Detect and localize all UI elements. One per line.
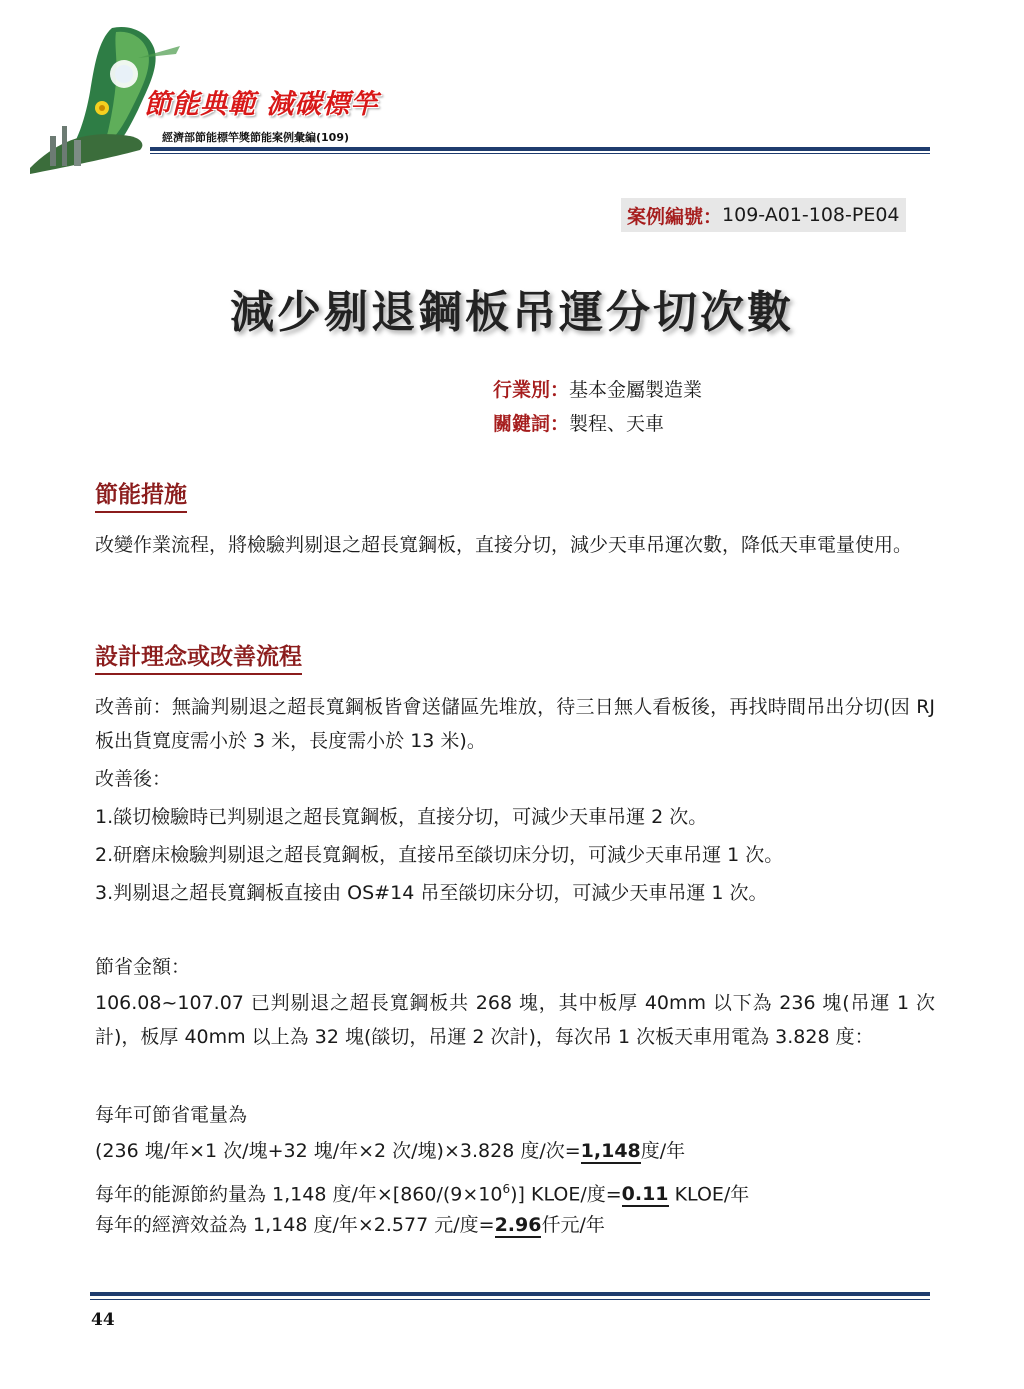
case-number-box xyxy=(621,198,906,232)
calc-energy-formula-end: )] KLOE/度= xyxy=(510,1183,622,1206)
footer-rule xyxy=(90,1292,930,1296)
electricity-savings-value: 1,148 xyxy=(580,1140,641,1162)
after-item: 1.燄切檢驗時已判剔退之超長寬鋼板，直接分切，可減少天車吊運 2 次。 xyxy=(95,806,708,828)
savings-text: 106.08~107.07 已判剔退之超長寬鋼板共 268 塊，其中板厚 40mm 以下為 236 塊(吊運 1 次計)，板厚 40mm 以上為 32 塊(燄切，吊運 2 次計)，每次吊 1 次板天車用電為 3.828 度： xyxy=(95,992,935,1048)
after-item: 3.判剔退之超長寬鋼板直接由 OS#14 吊至燄切床分切，可減少天車吊運 1 次。 xyxy=(95,882,768,904)
calc-electricity-formula: (236 塊/年×1 次/塊+32 塊/年×2 次/塊)×3.828 度/次= xyxy=(95,1140,581,1162)
after-label: 改善後： xyxy=(95,768,172,790)
calc-energy-unit: KLOE/年 xyxy=(668,1183,750,1206)
calc-energy-exponent: 6 xyxy=(502,1182,511,1196)
case-number-value: 109-A01-108-PE04 xyxy=(722,204,900,226)
page-number: 44 xyxy=(91,1310,115,1330)
brand-subtitle: 經濟部節能標竿獎節能案例彙編(109) xyxy=(162,131,350,144)
header-rule xyxy=(150,147,930,151)
footer-rule-thin xyxy=(90,1299,930,1300)
calc-economic xyxy=(95,1208,605,1242)
brand-title: 節能典範 減碳標竿 xyxy=(144,89,379,120)
after-item: 2.研磨床檢驗判剔退之超長寬鋼板，直接吊至燄切床分切，可減少天車吊運 1 次。 xyxy=(95,844,784,866)
design-heading: 設計理念或改善流程 xyxy=(95,638,302,675)
measures-text: 改變作業流程，將檢驗判剔退之超長寬鋼板，直接分切，減少天車吊運次數，降低天車電量使用。 xyxy=(95,534,913,556)
savings-label: 節省金額： xyxy=(95,956,191,978)
calc-electricity xyxy=(95,1134,685,1168)
economic-benefit-value: 2.96 xyxy=(494,1214,542,1236)
calc-electricity-unit: 度/年 xyxy=(640,1140,686,1162)
annual-label: 每年可節省電量為 xyxy=(95,1104,248,1126)
calc-energy-formula: 每年的能源節約量為 1,148 度/年×[860/(9×10 xyxy=(95,1183,503,1206)
energy-savings-value: 0.11 xyxy=(621,1183,669,1206)
before-text: 改善前：無論判剔退之超長寬鋼板皆會送儲區先堆放，待三日無人看板後，再找時間吊出分切(因 RJ 板出貨寬度需小於 3 米，長度需小於 13 米)。 xyxy=(95,696,935,752)
page-title: 減少剔退鋼板吊運分切次數 xyxy=(230,287,794,338)
case-number-label: 案例編號： xyxy=(627,205,723,228)
industry-value: 基本金屬製造業 xyxy=(569,379,703,401)
industry-row xyxy=(493,375,702,402)
industry-label: 行業別： xyxy=(493,379,570,401)
measures-heading: 節能措施 xyxy=(95,476,187,513)
calc-economic-formula: 每年的經濟效益為 1,148 度/年×2.577 元/度= xyxy=(95,1214,495,1236)
calc-energy xyxy=(95,1172,749,1211)
calc-economic-unit: 仟元/年 xyxy=(541,1214,605,1236)
keywords-row xyxy=(493,409,664,436)
keywords-label: 關鍵詞： xyxy=(493,413,570,435)
header-rule-thin xyxy=(150,153,930,154)
keywords-value: 製程、天車 xyxy=(569,413,665,435)
